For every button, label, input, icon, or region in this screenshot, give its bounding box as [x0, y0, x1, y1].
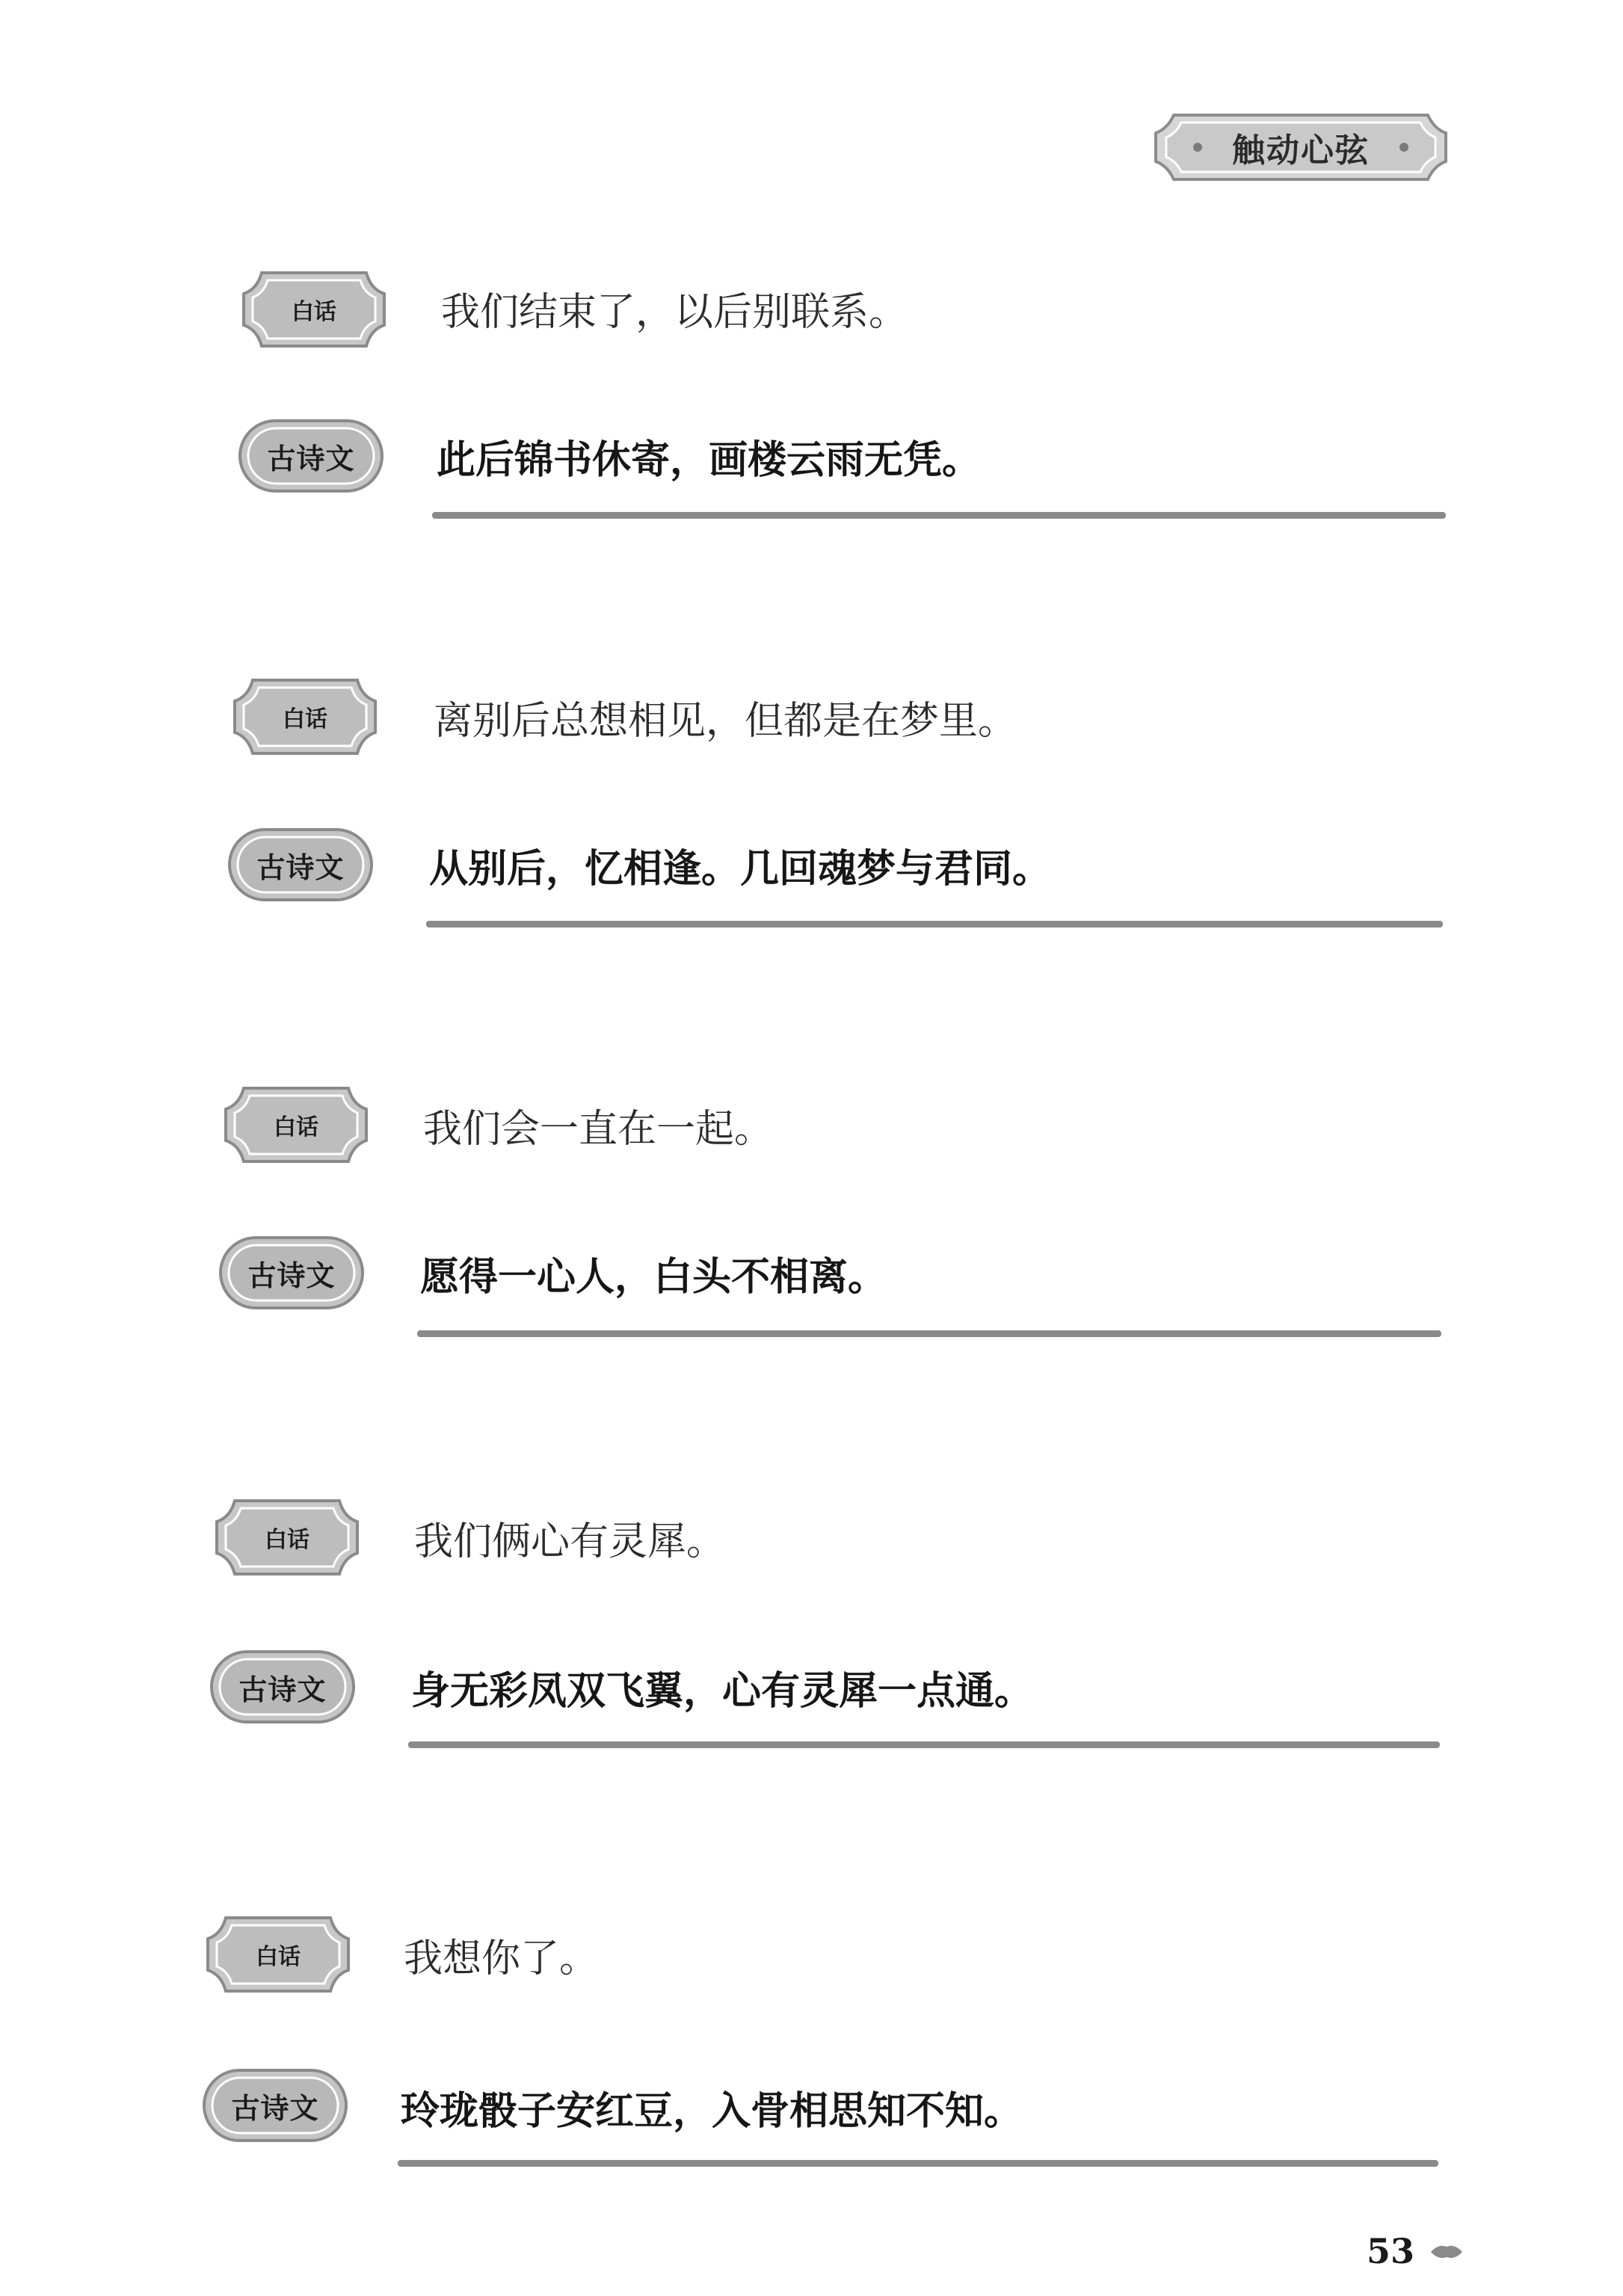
plain-badge-label: 白话: [274, 1114, 318, 1141]
section-header-tag: [1151, 111, 1450, 184]
classic-badge-label: 古诗文: [267, 442, 355, 475]
plain-text: 离别后总想相见，但都是在梦里。: [434, 699, 1017, 744]
classic-badge-label: 古诗文: [256, 851, 345, 884]
plain-text: 我们俩心有灵犀。: [414, 1519, 726, 1564]
classic-badge: [236, 415, 386, 497]
plain-badge-label: 白话: [265, 1527, 309, 1553]
page-ornament-icon: [1429, 2242, 1464, 2262]
divider-rule: [408, 1741, 1440, 1748]
classic-badge: [208, 1646, 357, 1728]
divider-rule: [432, 512, 1446, 519]
plain-badge: [212, 1496, 362, 1578]
classic-text: 此后锦书休寄，画楼云雨无凭。: [437, 438, 982, 483]
classic-badge-label: 古诗文: [247, 1259, 336, 1292]
classic-text: 愿得一心人，白头不相离。: [420, 1255, 887, 1300]
header-tag-label: 触动心弦: [1232, 132, 1370, 170]
plain-badge-label: 白话: [283, 706, 327, 732]
divider-rule: [417, 1330, 1441, 1337]
plain-badge: [239, 268, 389, 351]
translation-pair: [0, 673, 1623, 957]
translation-pair: [0, 1910, 1623, 2194]
plain-text: 我们结束了，以后别联系。: [441, 290, 908, 335]
classic-text: 身无彩凤双飞翼，心有灵犀一点通。: [411, 1669, 1034, 1714]
classic-badge: [226, 824, 375, 906]
translation-pair: [0, 1079, 1623, 1363]
classic-badge: [200, 2064, 350, 2147]
plain-badge-label: 白话: [256, 1944, 301, 1970]
classic-badge: [217, 1232, 366, 1314]
classic-text: 从别后，忆相逢。几回魂梦与君同。: [429, 847, 1052, 892]
divider-rule: [426, 921, 1443, 928]
page-number: 53: [1367, 2231, 1415, 2271]
translation-pair: [0, 1493, 1623, 1777]
plain-badge: [221, 1084, 371, 1166]
plain-badge: [203, 1913, 353, 1996]
plain-text: 我们会一直在一起。: [423, 1107, 774, 1152]
plain-badge: [230, 676, 380, 758]
translation-pair: [0, 265, 1623, 549]
classic-text: 玲珑骰子安红豆，入骨相思知不知。: [401, 2089, 1023, 2134]
classic-badge-label: 古诗文: [238, 1673, 327, 1706]
plain-text: 我想你了。: [404, 1937, 599, 1981]
classic-badge-label: 古诗文: [231, 2091, 319, 2125]
plain-badge-label: 白话: [292, 299, 336, 325]
divider-rule: [398, 2160, 1438, 2167]
